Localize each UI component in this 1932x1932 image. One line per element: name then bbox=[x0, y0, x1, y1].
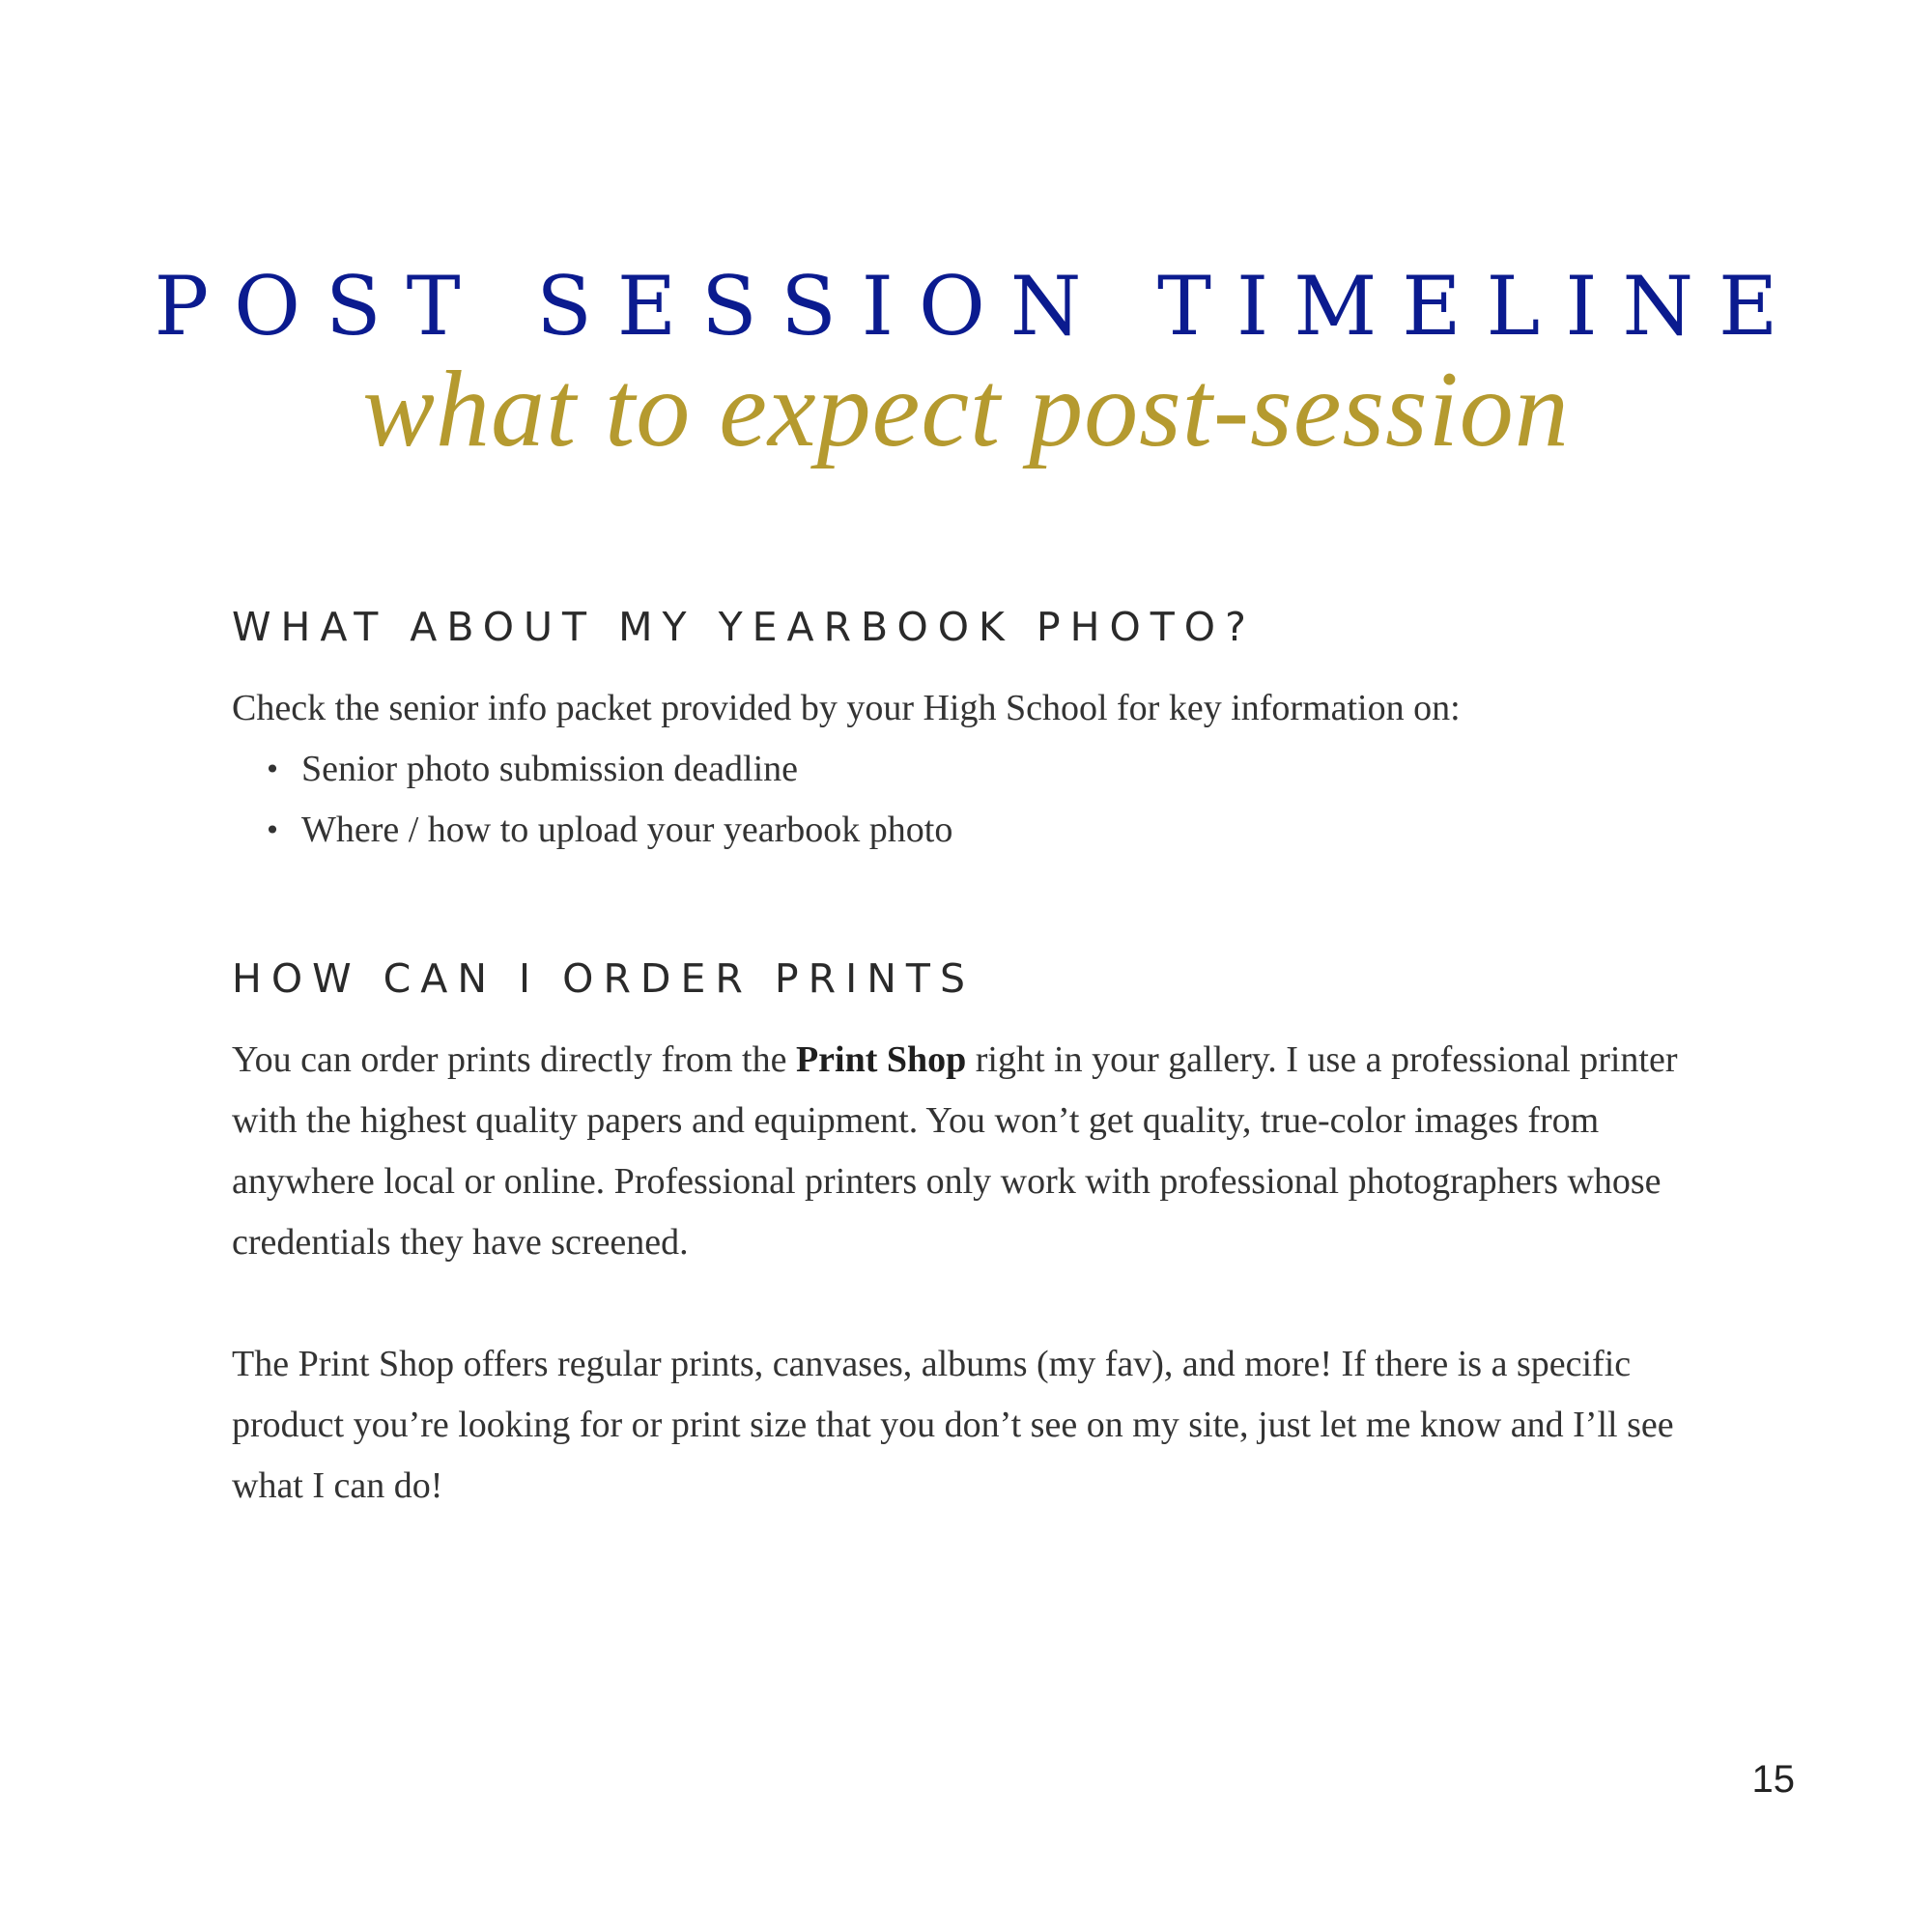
list-item-text: Where / how to upload your yearbook photo bbox=[301, 810, 953, 851]
section-heading-yearbook: WHAT ABOUT MY YEARBOOK PHOTO? bbox=[232, 604, 1256, 650]
prints-paragraph-1 bbox=[232, 1030, 1681, 1273]
paragraph-text: You can order prints directly from the bbox=[232, 1039, 796, 1081]
page-number: 15 bbox=[1751, 1758, 1795, 1801]
print-shop-emphasis: Print Shop bbox=[795, 1039, 967, 1081]
section-yearbook-photo bbox=[232, 604, 1681, 861]
section-intro-yearbook: Check the senior info packet provided by your High School for key information on: bbox=[232, 688, 1461, 729]
yearbook-bullet-list bbox=[232, 739, 1681, 861]
section-heading-prints: HOW CAN I ORDER PRINTS bbox=[232, 955, 975, 1003]
page-title: POST SESSION TIMELINE bbox=[154, 259, 1804, 354]
prints-paragraph-2: The Print Shop offers regular prints, canvases, albums (my fav), and more! If there is a specific product you’re looking for or print size that you don’t see on my site, just let me know and I’ll see what I can do! bbox=[232, 1344, 1674, 1507]
paragraph-text: right in your gallery. I use a professional printer with the highest quality papers and equipment. You won’t get quality, true-color images from anywhere local or online. Professional printers only work with professional photographers whose credentials they have screened. bbox=[232, 1039, 1678, 1264]
bullet-icon: • bbox=[264, 753, 281, 786]
list-item-text: Senior photo submission deadline bbox=[301, 749, 799, 790]
page-content bbox=[232, 604, 1681, 1517]
bullet-icon: • bbox=[264, 814, 281, 847]
list-item bbox=[232, 800, 1681, 861]
page-header bbox=[0, 259, 1932, 469]
page-subtitle: what to expect post-session bbox=[362, 350, 1570, 469]
list-item bbox=[232, 739, 1681, 800]
section-order-prints bbox=[232, 955, 1681, 1517]
